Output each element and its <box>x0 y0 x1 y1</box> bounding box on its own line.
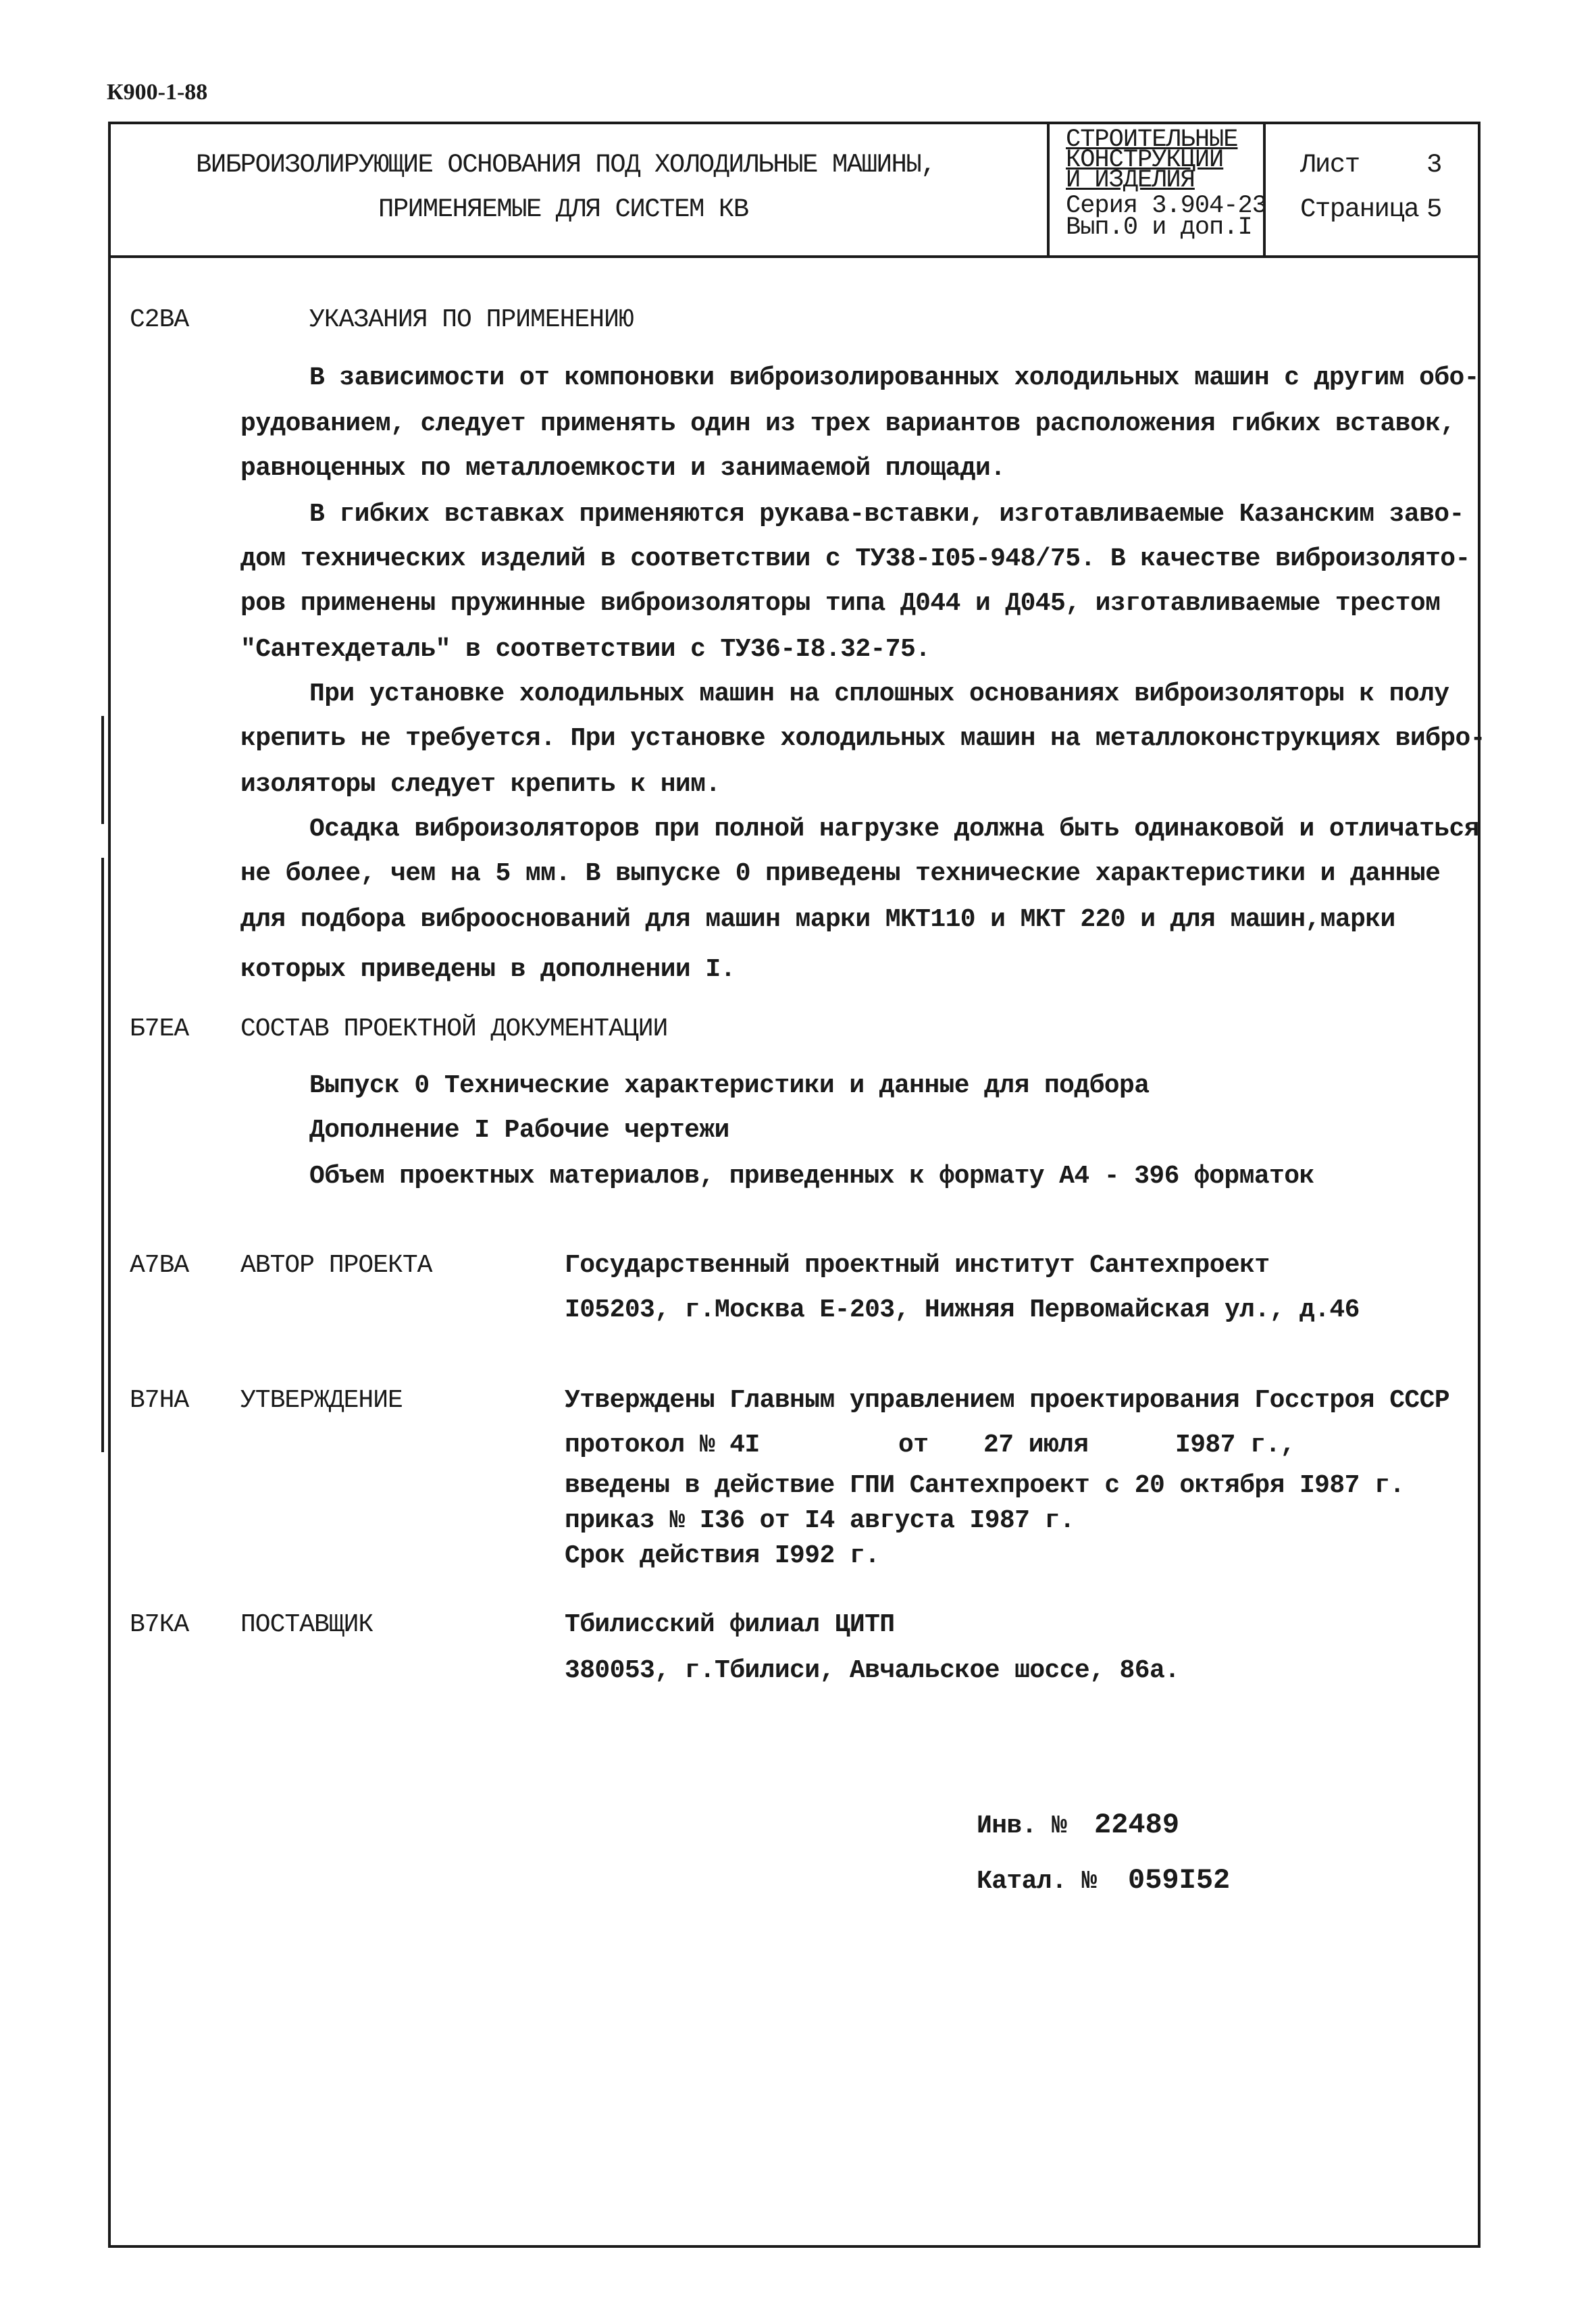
usage-line: для подбора виброоснований для машин марки МКТ110 и МКТ 220 и для машин,марки <box>240 905 1395 934</box>
header-column-divider-2 <box>1263 122 1266 257</box>
inventory-label: Инв. № <box>977 1811 1067 1841</box>
usage-line: В гибких вставках применяются рукава-вставки, изготавливаемые Казанским заво- <box>309 500 1464 529</box>
margin-mark <box>101 858 104 1452</box>
usage-line: ров применены пружинные виброизоляторы типа Д044 и Д045, изготавливаемые трестом <box>240 589 1441 618</box>
catalog-label: Катал. № <box>977 1867 1097 1896</box>
document-code: К900-1-88 <box>107 80 208 105</box>
approval-protocol-from: от <box>898 1431 929 1460</box>
documentation-line: Дополнение I Рабочие чертежи <box>309 1116 729 1145</box>
documentation-line: Выпуск 0 Технические характеристики и данные для подбора <box>309 1071 1150 1100</box>
header-divider <box>108 255 1481 258</box>
sheet-label: Лист <box>1300 150 1360 180</box>
usage-line: При установке холодильных машин на сплошных основаниях виброизоляторы к полу <box>309 679 1449 709</box>
usage-line: дом технических изделий в соответствии с ТУ38-I05-948/75. В качестве виброизолято- <box>240 544 1470 573</box>
header-category-line-1: СТРОИТЕЛЬНЫЕ <box>1066 126 1238 154</box>
approval-section-code: В7НА <box>130 1386 189 1415</box>
catalog-number: 059I52 <box>1128 1864 1231 1897</box>
usage-line: равноценных по металлоемкости и занимаемой площади. <box>240 454 1006 483</box>
author-line: I05203, г.Москва Е-203, Нижняя Первомайская ул., д.46 <box>565 1295 1360 1325</box>
documentation-line: Объем проектных материалов, приведенных к формату А4 - 396 форматок <box>309 1162 1314 1191</box>
usage-line: которых приведены в дополнении I. <box>240 955 736 984</box>
approval-protocol-year: I987 г., <box>1175 1431 1295 1460</box>
header-column-divider-1 <box>1047 122 1050 257</box>
header-category-line-3: И ИЗДЕЛИЯ <box>1066 166 1195 195</box>
usage-section-title: УКАЗАНИЯ ПО ПРИМЕНЕНИЮ <box>309 305 634 334</box>
author-section-code: А7ВА <box>130 1251 189 1280</box>
usage-line: крепить не требуется. При установке холодильных машин на металлоконструкциях вибро- <box>240 724 1485 753</box>
supplier-section-code: В7КА <box>130 1610 189 1639</box>
usage-line: В зависимости от компоновки виброизолированных холодильных машин с другим обо- <box>309 363 1479 392</box>
usage-section-code: С2ВА <box>130 305 189 334</box>
approval-line-5: Срок действия I992 г. <box>565 1541 880 1570</box>
usage-line: изоляторы следует крепить к ним. <box>240 770 721 799</box>
documentation-section-code: Б7ЕА <box>130 1014 189 1044</box>
usage-line: "Сантехдеталь" в соответствии с ТУ36-I8.32-75. <box>240 635 931 664</box>
approval-line-3: введены в действие ГПИ Сантехпроект с 20 октября I987 г. <box>565 1471 1405 1500</box>
page-label: Страница <box>1300 195 1419 224</box>
supplier-line: Тбилисский филиал ЦИТП <box>565 1610 895 1639</box>
supplier-line: 380053, г.Тбилиси, Авчальское шоссе, 86а. <box>565 1656 1180 1685</box>
author-section-title: АВТОР ПРОЕКТА <box>240 1251 432 1280</box>
approval-protocol: протокол № 4I <box>565 1431 760 1460</box>
documentation-section-title: СОСТАВ ПРОЕКТНОЙ ДОКУМЕНТАЦИИ <box>240 1014 668 1044</box>
approval-line-4: приказ № I36 от I4 августа I987 г. <box>565 1506 1075 1535</box>
header-title-line-2: ПРИМЕНЯЕМЫЕ ДЛЯ СИСТЕМ КВ <box>378 195 748 224</box>
approval-line-1: Утверждены Главным управлением проектирования Госстроя СССР <box>565 1386 1450 1415</box>
supplier-section-title: ПОСТАВЩИК <box>240 1610 374 1639</box>
sheet-value: 3 <box>1426 150 1441 180</box>
approval-protocol-date: 27 июля <box>983 1431 1089 1460</box>
usage-line: Осадка виброизоляторов при полной нагрузке должна быть одинаковой и отличаться <box>309 815 1479 844</box>
page-value: 5 <box>1426 195 1441 224</box>
header-series: Серия 3.904-23 <box>1066 192 1266 220</box>
header-title-line-1: ВИБРОИЗОЛИРУЮЩИЕ ОСНОВАНИЯ ПОД ХОЛОДИЛЬНЫЕ МАШИНЫ, <box>196 150 936 180</box>
author-line: Государственный проектный институт Сантехпроект <box>565 1251 1270 1280</box>
approval-section-title: УТВЕРЖДЕНИЕ <box>240 1386 403 1415</box>
header-category-line-2: КОНСТРУКЦИИ <box>1066 146 1224 174</box>
margin-mark <box>101 716 104 824</box>
inventory-number: 22489 <box>1094 1809 1180 1841</box>
usage-line: рудованием, следует применять один из трех вариантов расположения гибких вставок, <box>240 409 1456 438</box>
header-issue: Вып.0 и доп.I <box>1066 213 1252 242</box>
usage-line: не более, чем на 5 мм. В выпуске 0 приведены технические характеристики и данные <box>240 859 1441 888</box>
